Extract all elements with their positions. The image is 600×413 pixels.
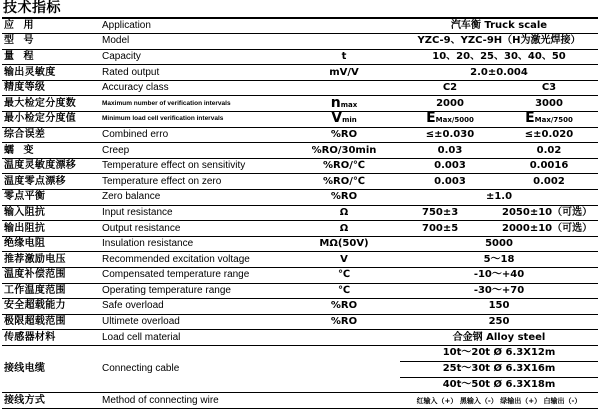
cable-value: 25t～30t Ø 6.3X16m — [400, 361, 598, 377]
value-c3: ≤±0.020 — [500, 127, 598, 143]
wiring-row — [2, 393, 598, 409]
row-label-cn: 温度零点漂移 — [2, 174, 100, 190]
row-unit: Ω — [288, 221, 400, 237]
row-unit — [288, 80, 400, 96]
table-row — [2, 236, 598, 252]
row-label-cn: 传感器材料 — [2, 330, 100, 346]
row-unit — [288, 18, 400, 34]
row-unit — [288, 34, 400, 50]
row-unit: t — [288, 49, 400, 65]
value-c2: C2 — [400, 80, 500, 96]
table-row — [2, 143, 598, 159]
wiring-value: 红输入（+） 黑输入（-） 绿输出（+） 白输出（-） — [400, 393, 598, 409]
row-label-cn: 输出阻抗 — [2, 221, 100, 237]
table-row — [2, 252, 598, 268]
table-row — [2, 96, 598, 112]
wiring-label-en: Method of connecting wire — [100, 393, 288, 409]
row-unit: %RO/℃ — [288, 158, 400, 174]
unit-main: n — [330, 95, 341, 111]
row-unit: %RO/℃ — [288, 174, 400, 190]
row-label-en: Combined erro — [100, 127, 288, 143]
row-label-cn: 综合误差 — [2, 127, 100, 143]
value-c3: 0.002 — [500, 174, 598, 190]
row-value: 汽车衡 Truck scale — [400, 18, 598, 34]
row-value: 250 — [400, 314, 598, 330]
row-unit — [288, 330, 400, 346]
table-row — [2, 174, 598, 190]
row-unit — [288, 96, 400, 112]
wiring-unit — [288, 393, 400, 409]
row-label-en: Ultimete overload — [100, 314, 288, 330]
row-unit: ℃ — [288, 268, 400, 284]
row-label-cn: 量 程 — [2, 49, 100, 65]
value-c3: 0.0016 — [500, 158, 598, 174]
row-label-cn: 安全超载能力 — [2, 299, 100, 315]
row-value: 合金钢 Alloy steel — [400, 330, 598, 346]
unit-sub: min — [342, 116, 357, 125]
row-label-en: Compensated temperature range — [100, 268, 288, 284]
row-unit: Ω — [288, 205, 400, 221]
row-label-en: Input resistance — [100, 205, 288, 221]
row-unit: %RO — [288, 127, 400, 143]
row-unit: %RO — [288, 299, 400, 315]
row-label-en: Minimum load cell verification intervals — [100, 112, 288, 128]
cable-value: 40t～50t Ø 6.3X18m — [400, 377, 598, 393]
row-label-cn: 温度补偿范围 — [2, 268, 100, 284]
row-unit: MΩ(50V) — [288, 236, 400, 252]
cable-unit — [288, 345, 400, 392]
table-row — [2, 18, 598, 34]
c3-sub: Max/7500 — [534, 116, 573, 125]
spec-table — [2, 17, 598, 409]
row-label-en: Recommended excitation voltage — [100, 252, 288, 268]
row-label-en: Temperature effect on zero — [100, 174, 288, 190]
row-label-en: Temperature effect on sensitivity — [100, 158, 288, 174]
table-row — [2, 80, 598, 96]
row-value: 2.0±0.004 — [400, 65, 598, 81]
row-label-en: Insulation resistance — [100, 236, 288, 252]
table-row — [2, 190, 598, 206]
value-c2: 700±5 — [400, 221, 500, 237]
value-c2: 750±3 — [400, 205, 500, 221]
row-value: -10～+40 — [400, 268, 598, 284]
row-label-en: Accuracy class — [100, 80, 288, 96]
table-row — [2, 283, 598, 299]
row-label-cn: 工作温度范围 — [2, 283, 100, 299]
value-c3: 2050±10（可选） — [500, 205, 598, 221]
row-label-en: Maximum number of verification intervals — [100, 96, 288, 112]
table-row — [2, 205, 598, 221]
value-c2: ≤±0.030 — [400, 127, 500, 143]
value-c3: 3000 — [500, 96, 598, 112]
row-label-cn: 最小检定分度值 — [2, 112, 100, 128]
row-label-cn: 输出灵敏度 — [2, 65, 100, 81]
c3-main: E — [525, 111, 535, 127]
value-c3 — [500, 112, 598, 128]
row-label-cn: 蠕 变 — [2, 143, 100, 159]
value-c2: 2000 — [400, 96, 500, 112]
table-row — [2, 314, 598, 330]
row-value: ±1.0 — [400, 190, 598, 206]
row-unit: V — [288, 252, 400, 268]
row-value: 10、20、25、30、40、50 — [400, 49, 598, 65]
c2-main: E — [426, 111, 436, 127]
row-unit: %RO — [288, 314, 400, 330]
unit-main: V — [331, 111, 343, 127]
row-label-en: Capacity — [100, 49, 288, 65]
row-unit: %RO/30min — [288, 143, 400, 159]
row-value: YZC-9、YZC-9H（H为激光焊接） — [400, 34, 598, 50]
table-row — [2, 127, 598, 143]
table-row — [2, 112, 598, 128]
row-label-en: Safe overload — [100, 299, 288, 315]
row-label-en: Rated output — [100, 65, 288, 81]
unit-sub: max — [340, 100, 358, 109]
row-unit — [288, 112, 400, 128]
value-c2: 0.003 — [400, 158, 500, 174]
row-unit: mV/V — [288, 65, 400, 81]
wiring-label-cn: 接线方式 — [2, 393, 100, 409]
row-value: 150 — [400, 299, 598, 315]
row-label-cn: 型 号 — [2, 34, 100, 50]
value-c2 — [400, 112, 500, 128]
row-label-en: Model — [100, 34, 288, 50]
cable-value: 10t～20t Ø 6.3X12m — [400, 345, 598, 361]
row-label-en: Load cell material — [100, 330, 288, 346]
table-row — [2, 221, 598, 237]
value-c3: C3 — [500, 80, 598, 96]
row-label-en: Creep — [100, 143, 288, 159]
row-label-en: Zero balance — [100, 190, 288, 206]
cable-label-cn: 接线电缆 — [2, 345, 100, 392]
row-unit: %RO — [288, 190, 400, 206]
row-label-en: Output resistance — [100, 221, 288, 237]
row-label-cn: 应 用 — [2, 18, 100, 34]
cable-row — [2, 345, 598, 361]
row-label-cn: 推荐激励电压 — [2, 252, 100, 268]
table-row — [2, 49, 598, 65]
table-row — [2, 268, 598, 284]
value-c3: 0.02 — [500, 143, 598, 159]
row-value: -30～+70 — [400, 283, 598, 299]
row-label-cn: 温度灵敏度漂移 — [2, 158, 100, 174]
row-label-cn: 极限超载范围 — [2, 314, 100, 330]
page-title: 技术指标 — [3, 0, 61, 16]
table-row — [2, 330, 598, 346]
c2-sub: Max/5000 — [435, 116, 474, 125]
row-label-cn: 零点平衡 — [2, 190, 100, 206]
value-c2: 0.003 — [400, 174, 500, 190]
table-row — [2, 158, 598, 174]
value-c3: 2000±10（可选） — [500, 221, 598, 237]
table-row — [2, 65, 598, 81]
row-label-cn: 输入阻抗 — [2, 205, 100, 221]
cable-label-en: Connecting cable — [100, 345, 288, 392]
row-value: 5～18 — [400, 252, 598, 268]
row-unit: ℃ — [288, 283, 400, 299]
row-label-en: Application — [100, 18, 288, 34]
row-label-cn: 绝缘电阻 — [2, 236, 100, 252]
row-label-cn: 最大检定分度数 — [2, 96, 100, 112]
row-label-en: Operating temperature range — [100, 283, 288, 299]
table-row — [2, 299, 598, 315]
row-label-cn: 精度等级 — [2, 80, 100, 96]
value-c2: 0.03 — [400, 143, 500, 159]
table-row — [2, 34, 598, 50]
row-value: 5000 — [400, 236, 598, 252]
